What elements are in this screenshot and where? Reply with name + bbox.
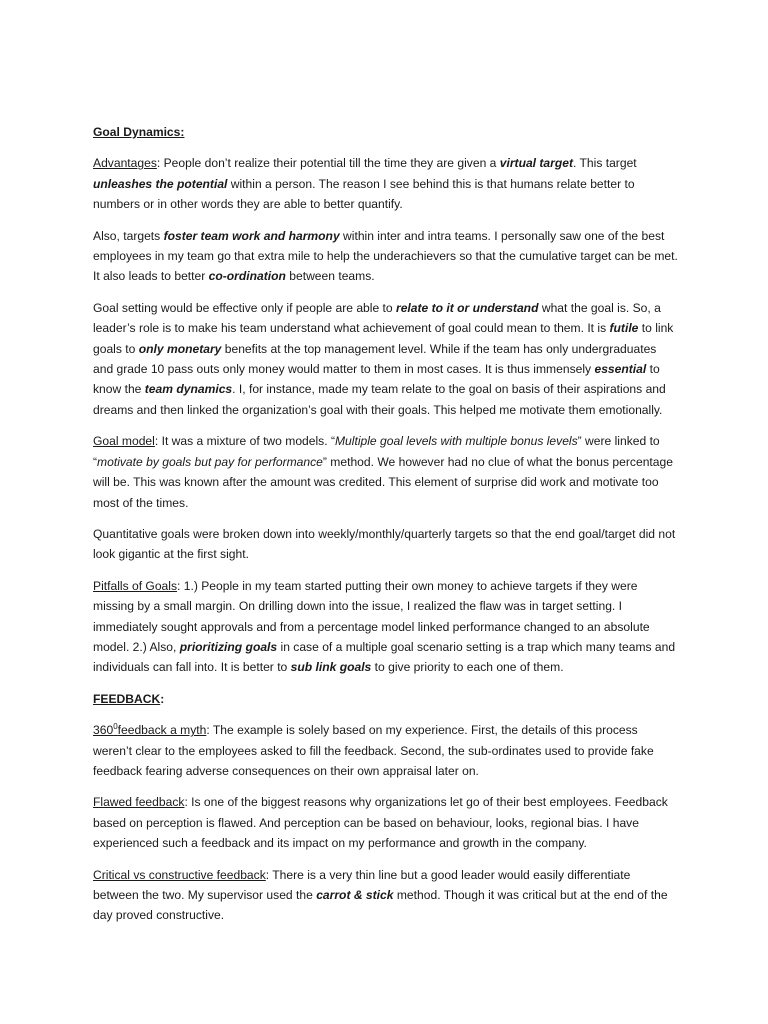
paragraph-also-targets: Also, targets foster team work and harmony within inter and intra teams. I personally saw one of the best employees in my team go that extra mile to help the underachievers so that the cumulative target can be met. It also leads to better co-ordination between teams. — [93, 228, 678, 284]
paragraph-pitfalls: Pitfalls of Goals: 1.) People in my team started putting their own money to achieve targets if they were missing by a small margin. On drilling down into the issue, I realized the flaw was in target setting. I immediately sought approvals and from a percentage model linked performance changed to an absolute model. 2.) Also, prioritizing goals in case of a multiple goal scenario setting is a trap which many teams and individuals can fall into. It is better to sub link goals to give priority to each one of them. — [93, 578, 676, 675]
paragraph-flawed-feedback: Flawed feedback: Is one of the biggest reasons why organizations let go of their best employees. Feedback based on perception is flawed. And perception can be based on behaviour, looks, regional bias. I have experienced such a feedback and its impact on my performance and growth in the company. — [93, 795, 668, 851]
section-heading-feedback: FEEDBACK: — [93, 691, 165, 706]
paragraph-quantitative: Quantitative goals were broken down into weekly/monthly/quarterly targets so that the end goal/target did not look gigantic at the first sight. — [93, 526, 676, 562]
heading-text: Goal Dynamics — [93, 125, 181, 139]
document-body — [93, 122, 678, 937]
paragraph-advantages: Advantages: People don’t realize their potential till the time they are given a virtual target. This target unleashes the potential within a person. The reason I see behind this is that humans relate better to numbers or in other words they are able to better quantify. — [93, 156, 637, 212]
paragraph-goal-model: Goal model: It was a mixture of two models. “Multiple goal levels with multiple bonus levels” were linked to “motivate by goals but pay for performance” method. We however had no clue of what the bonus percentage will be. This was known after the amount was credited. This element of surprise did work and motivate too most of the times. — [93, 434, 673, 510]
label-advantages: Advantages — [93, 156, 157, 171]
label-feedback-360: $360^0feedback$ a myth — [93, 722, 207, 738]
paragraph-critical-feedback: Critical vs constructive feedback: There is a very thin line but a good leader would easily differentiate between the two. My supervisor used the carrot & stick method. Though it was critical but at the end of the day proved constructive. — [93, 867, 668, 923]
paragraph-feedback-360: $360^0feedback$ a myth: The example is solely based on my experience. First, the details of this process weren’t clear to the employees asked to fill the feedback. Second, the sub-ordinates used to provide fake feedback fearing adverse consequences on their own appraisal later on. — [93, 722, 654, 778]
label-goal-model: Goal model — [93, 434, 155, 449]
heading-text: FEEDBACK — [93, 691, 161, 706]
section-heading-goal-dynamics: Goal Dynamics: — [93, 125, 185, 139]
label-pitfalls: Pitfalls of Goals — [93, 578, 178, 593]
paragraph-goal-setting: Goal setting would be effective only if people are able to relate to it or understand what the goal is. So, a leader’s role is to make his team understand what achievement of goal could mean to them. It is futile to link goals to only monetary benefits at the top management level. While if the team has only undergraduates and grade 10 pass outs only money would matter to them in most cases. It is thus immensely essential to know the team dynamics. I, for instance, made my team relate to the goal on basis of their aspirations and dreams and then linked the organization’s goal with their goals. This helped me motivate them emotionally. — [93, 300, 674, 417]
label-critical-feedback: Critical vs constructive feedback — [93, 867, 266, 882]
label-flawed-feedback: Flawed feedback — [93, 795, 185, 810]
